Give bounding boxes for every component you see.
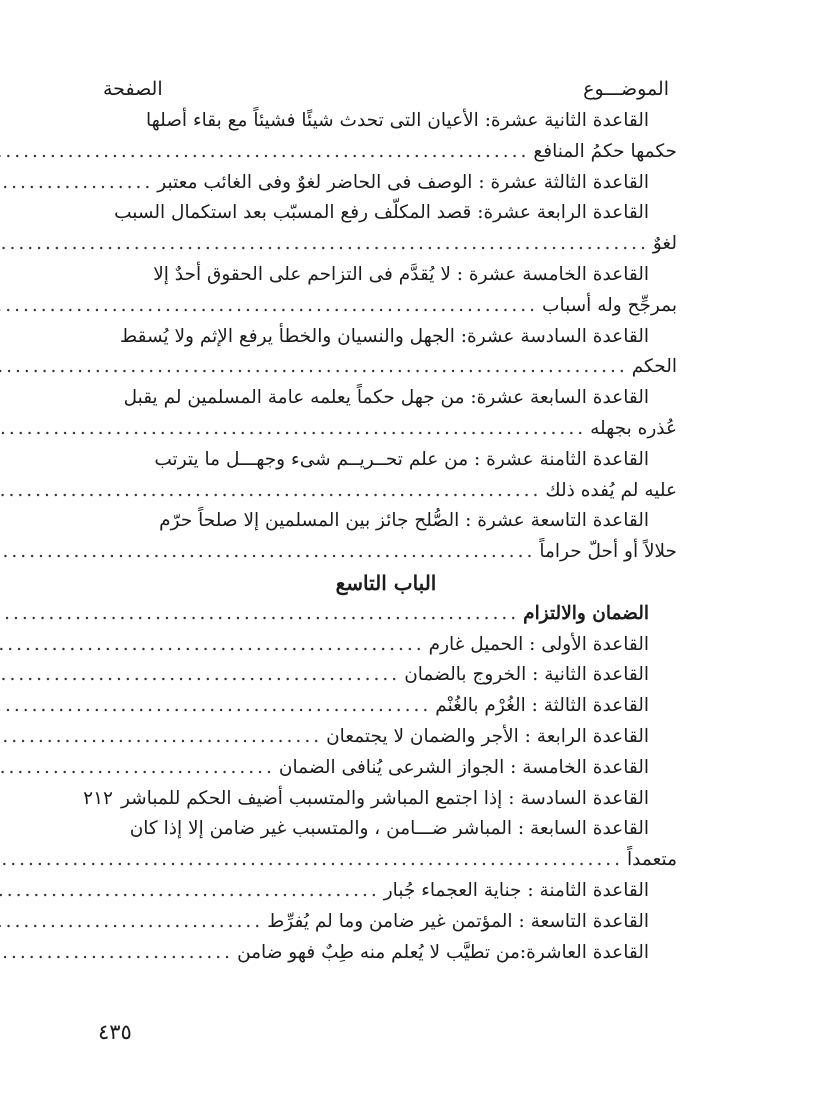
entry-title: القاعدة التاسعة : المؤتمن غير ضامن وما لم يُفرِّط <box>267 910 649 932</box>
toc-entry <box>95 722 677 753</box>
page-number: ٤٣٥ <box>98 1020 132 1044</box>
entry-title: عليه لم يُفده ذلك <box>545 479 677 501</box>
dot-leader <box>0 691 431 722</box>
toc-line: القاعدة الخامسة عشرة : لا يُقدَّم فى التزاحم على الحقوق أحدٌ إلا <box>153 263 649 285</box>
dot-leader <box>0 352 628 383</box>
toc-entry <box>95 168 677 199</box>
toc-entry <box>95 876 677 907</box>
entry-title: حكمها حكمُ المنافع <box>533 140 677 162</box>
dot-leader <box>0 137 529 168</box>
toc-line: القاعدة السابعة عشرة: من جهل حكماً يعلمه عامة المسلمين لم يقبل <box>123 387 649 409</box>
dot-leader <box>0 168 153 199</box>
toc-entry <box>95 229 677 260</box>
entry-title: القاعدة الأولى : الحميل غارم <box>428 633 649 655</box>
dot-leader <box>0 753 275 784</box>
toc-entry <box>95 414 677 445</box>
entry-title: عُذره بجهله <box>590 417 677 439</box>
toc-entry <box>95 845 677 876</box>
entry-title: القاعدة الرابعة : الأجر والضمان لا يجتمعان <box>326 725 649 747</box>
toc-entry <box>83 784 677 815</box>
entry-title: بمرجِّح وله أسباب <box>542 294 677 316</box>
toc-entry <box>95 476 677 507</box>
toc-entry <box>95 907 677 938</box>
toc-entry <box>95 537 677 568</box>
entry-title: لغوٌ <box>652 233 677 255</box>
toc-entry <box>95 352 677 383</box>
dot-leader <box>0 907 263 938</box>
entry-title: القاعدة الثالثة : الغُرْم بالغُنْم <box>435 695 649 717</box>
entry-title: القاعدة العاشرة:من تطيَّب لا يُعلم منه طِبٌ فهو ضامن <box>237 941 649 963</box>
toc-line: القاعدة التاسعة عشرة : الصُّلح جائز بين المسلمين إلا صلحاً حرّم <box>159 510 649 532</box>
dot-leader <box>0 722 322 753</box>
toc-entry <box>95 291 677 322</box>
dot-leader <box>0 599 519 630</box>
toc-entry <box>95 599 677 630</box>
dot-leader <box>0 229 649 260</box>
entry-title: القاعدة الثامنة : جناية العجماء جُبار <box>383 879 649 901</box>
dot-leader <box>0 414 586 445</box>
toc-page <box>83 78 677 968</box>
entry-title: القاعدة السادسة : إذا اجتمع المباشر والمتسبب أضيف الحكم للمباشر <box>120 787 649 809</box>
toc-entry <box>95 753 677 784</box>
dot-leader <box>0 476 541 507</box>
entry-page-number: ٢١٢ <box>83 787 113 809</box>
entry-title: القاعدة الخامسة : الجواز الشرعى يُنافى الضمان <box>278 756 649 778</box>
page-column-label: الصفحة <box>103 78 163 100</box>
toc-entry <box>95 137 677 168</box>
dot-leader <box>0 291 538 322</box>
entry-title: القاعدة الثالثة عشرة : الوصف فى الحاضر لغوٌ وفى الغائب معتبر <box>157 171 649 193</box>
chapter-heading: الباب التاسع <box>335 570 437 595</box>
toc-entry <box>95 938 677 969</box>
toc-entry <box>95 660 677 691</box>
dot-leader <box>0 660 400 691</box>
entry-title: الحكم <box>631 356 677 378</box>
toc-header <box>95 78 677 106</box>
toc-line: القاعدة السابعة : المباشر ضـــامن ، والمتسبب غير ضامن إلا إذا كان <box>129 818 649 840</box>
toc-entry <box>95 691 677 722</box>
toc-entry <box>95 630 677 661</box>
toc-body <box>83 106 677 968</box>
toc-line: القاعدة الثامنة عشرة : من علم تحــريــم شىء وجهـــل ما يترتب <box>154 448 649 470</box>
dot-leader <box>0 876 380 907</box>
entry-title: القاعدة الثانية : الخروج بالضمان <box>404 664 649 686</box>
entry-title: الضمان والالتزام <box>523 602 649 624</box>
toc-line: القاعدة الرابعة عشرة: قصد المكلّف رفع المسبّب بعد استكمال السبب <box>114 202 649 224</box>
entry-title: حلالاً أو أحلّ حراماً <box>539 541 677 563</box>
dot-leader <box>0 845 623 876</box>
toc-line: القاعدة الثانية عشرة: الأعيان التى تحدث شيئًا فشيئاً مع بقاء أصلها <box>145 110 649 131</box>
dot-leader <box>0 938 233 969</box>
subject-column-label: الموضـــوع <box>583 78 669 100</box>
toc-line: القاعدة السادسة عشرة: الجهل والنسيان والخطأ يرفع الإثم ولا يُسقط <box>120 325 649 347</box>
entry-title: متعمداً <box>627 849 677 871</box>
dot-leader <box>0 630 425 661</box>
dot-leader <box>0 537 535 568</box>
